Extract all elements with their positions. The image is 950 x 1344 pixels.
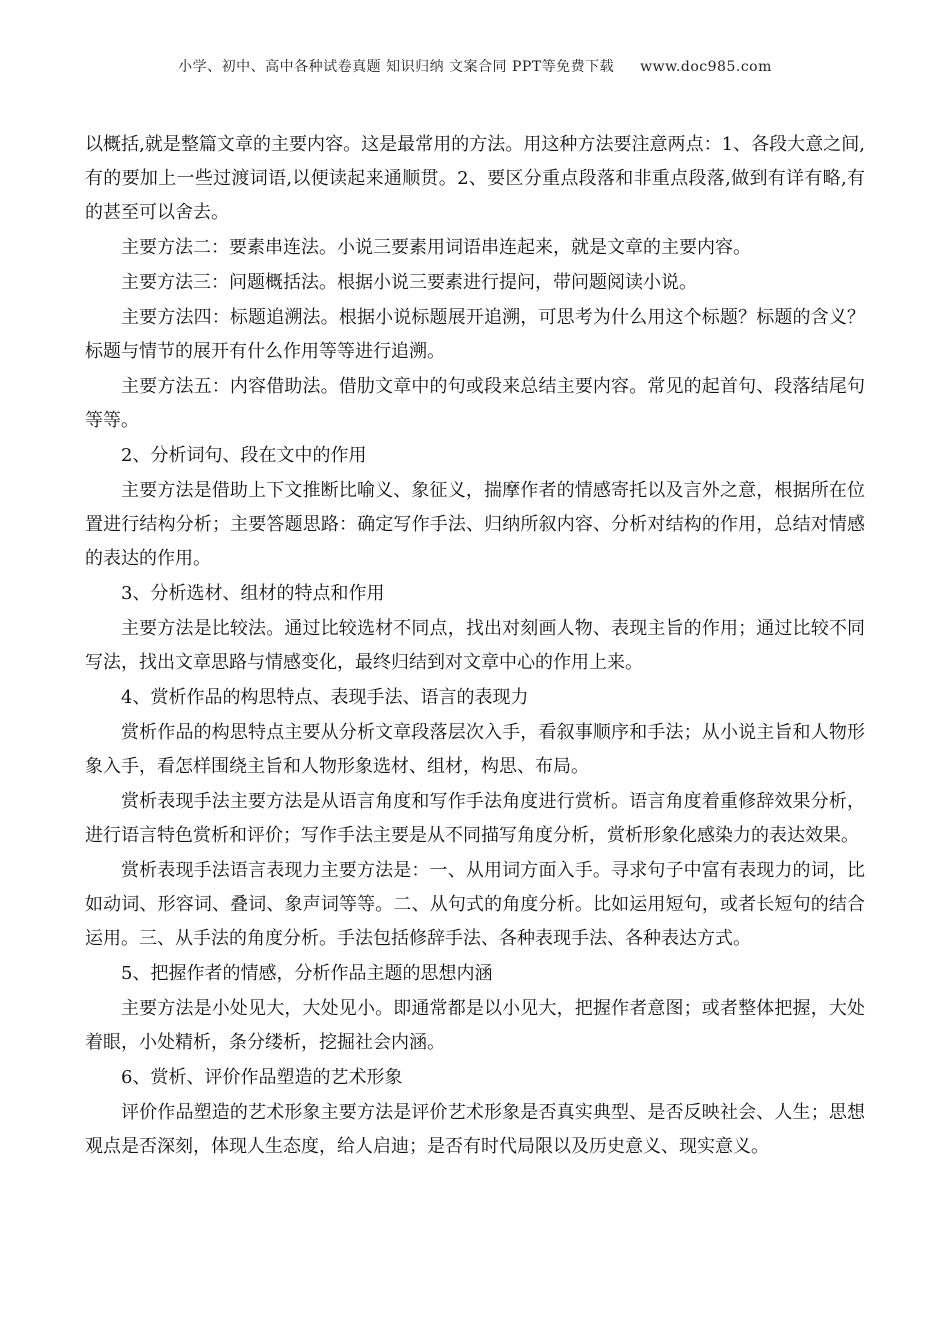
paragraph-section-2: 主要方法是借助上下文推断比喻义、象征义，揣摩作者的情感寄托以及言外之意，根据所在位置进行结构分析；主要答题思路：确定写作手法、归纳所叙内容、分析对结构的作用，总结对情感的表达的作用。 (85, 480, 865, 569)
section-heading-4: 4、赏析作品的构思特点、表现手法、语言的表现力 (121, 687, 529, 708)
paragraph-section-6: 评价作品塑造的艺术形象主要方法是评价艺术形象是否真实典型、是否反映社会、人生；思想观点是否深刻，体现人生态度，给人启迪；是否有时代局限以及历史意义、现实意义。 (85, 1102, 865, 1157)
paragraph-section-3: 主要方法是比较法。通过比较选材不同点，找出对刻画人物、表现主旨的作用；通过比较不同写法，找出文章思路与情感变化，最终归结到对文章中心的作用上来。 (85, 618, 865, 673)
document-body (85, 128, 865, 1165)
paragraph-continuation: 以概括,就是整篇文章的主要内容。这是最常用的方法。用这种方法要注意两点：1、各段大意之间,有的要加上一些过渡词语,以便读起来通顺贯。2、要区分重点段落和非重点段落,做到有详有略,有的甚至可以舍去。 (85, 134, 865, 223)
paragraph-method-three: 主要方法三：问题概括法。根据小说三要素进行提问，带问题阅读小说。 (121, 272, 697, 293)
header-site-link[interactable]: www.doc985.com (640, 59, 772, 75)
paragraph-method-four: 主要方法四：标题追溯法。根据小说标题展开追溯，可思考为什么用这个标题？标题的含义？标题与情节的展开有什么作用等等进行追溯。 (85, 307, 865, 362)
paragraph-section-4-techniques: 赏析表现手法主要方法是从语言角度和写作手法角度进行赏析。语言角度着重修辞效果分析，进行语言特色赏析和评价；写作手法主要是从不同描写角度分析，赏析形象化感染力的表达效果。 (85, 791, 865, 846)
paragraph-method-two: 主要方法二：要素串连法。小说三要素用词语串连起来，就是文章的主要内容。 (121, 237, 751, 258)
paragraph-section-5: 主要方法是小处见大，大处见小。即通常都是以小见大，把握作者意图；或者整体把握，大处着眼，小处精析，条分缕析，挖掘社会内涵。 (85, 998, 865, 1053)
paragraph-method-five: 主要方法五：内容借助法。借肋文章中的句或段来总结主要内容。常见的起首句、段落结尾句等等。 (85, 376, 865, 431)
header-text: 小学、初中、高中各种试卷真题 知识归纳 文案合同 PPT等免费下载 (178, 59, 615, 75)
paragraph-section-4-structure: 赏析作品的构思特点主要从分析文章段落层次入手，看叙事顺序和手法；从小说主旨和人物形象入手，看怎样围绕主旨和人物形象选材、组材，构思、布局。 (85, 722, 865, 777)
section-heading-5: 5、把握作者的情感，分析作品主题的思想内涵 (121, 963, 493, 984)
page-header (0, 56, 950, 76)
section-heading-2: 2、分析词句、段在文中的作用 (121, 445, 367, 466)
section-heading-6: 6、赏析、评价作品塑造的艺术形象 (121, 1067, 403, 1088)
paragraph-section-4-language: 赏析表现手法语言表现力主要方法是：一、从用词方面入手。寻求句子中富有表现力的词，比如动词、形容词、叠词、象声词等等。二、从句式的角度分析。比如运用短句，或者长短句的结合运用。三、从手法的角度分析。手法包括修辞手法、各种表现手法、各种表达方式。 (85, 860, 865, 949)
section-heading-3: 3、分析选材、组材的特点和作用 (121, 583, 385, 604)
